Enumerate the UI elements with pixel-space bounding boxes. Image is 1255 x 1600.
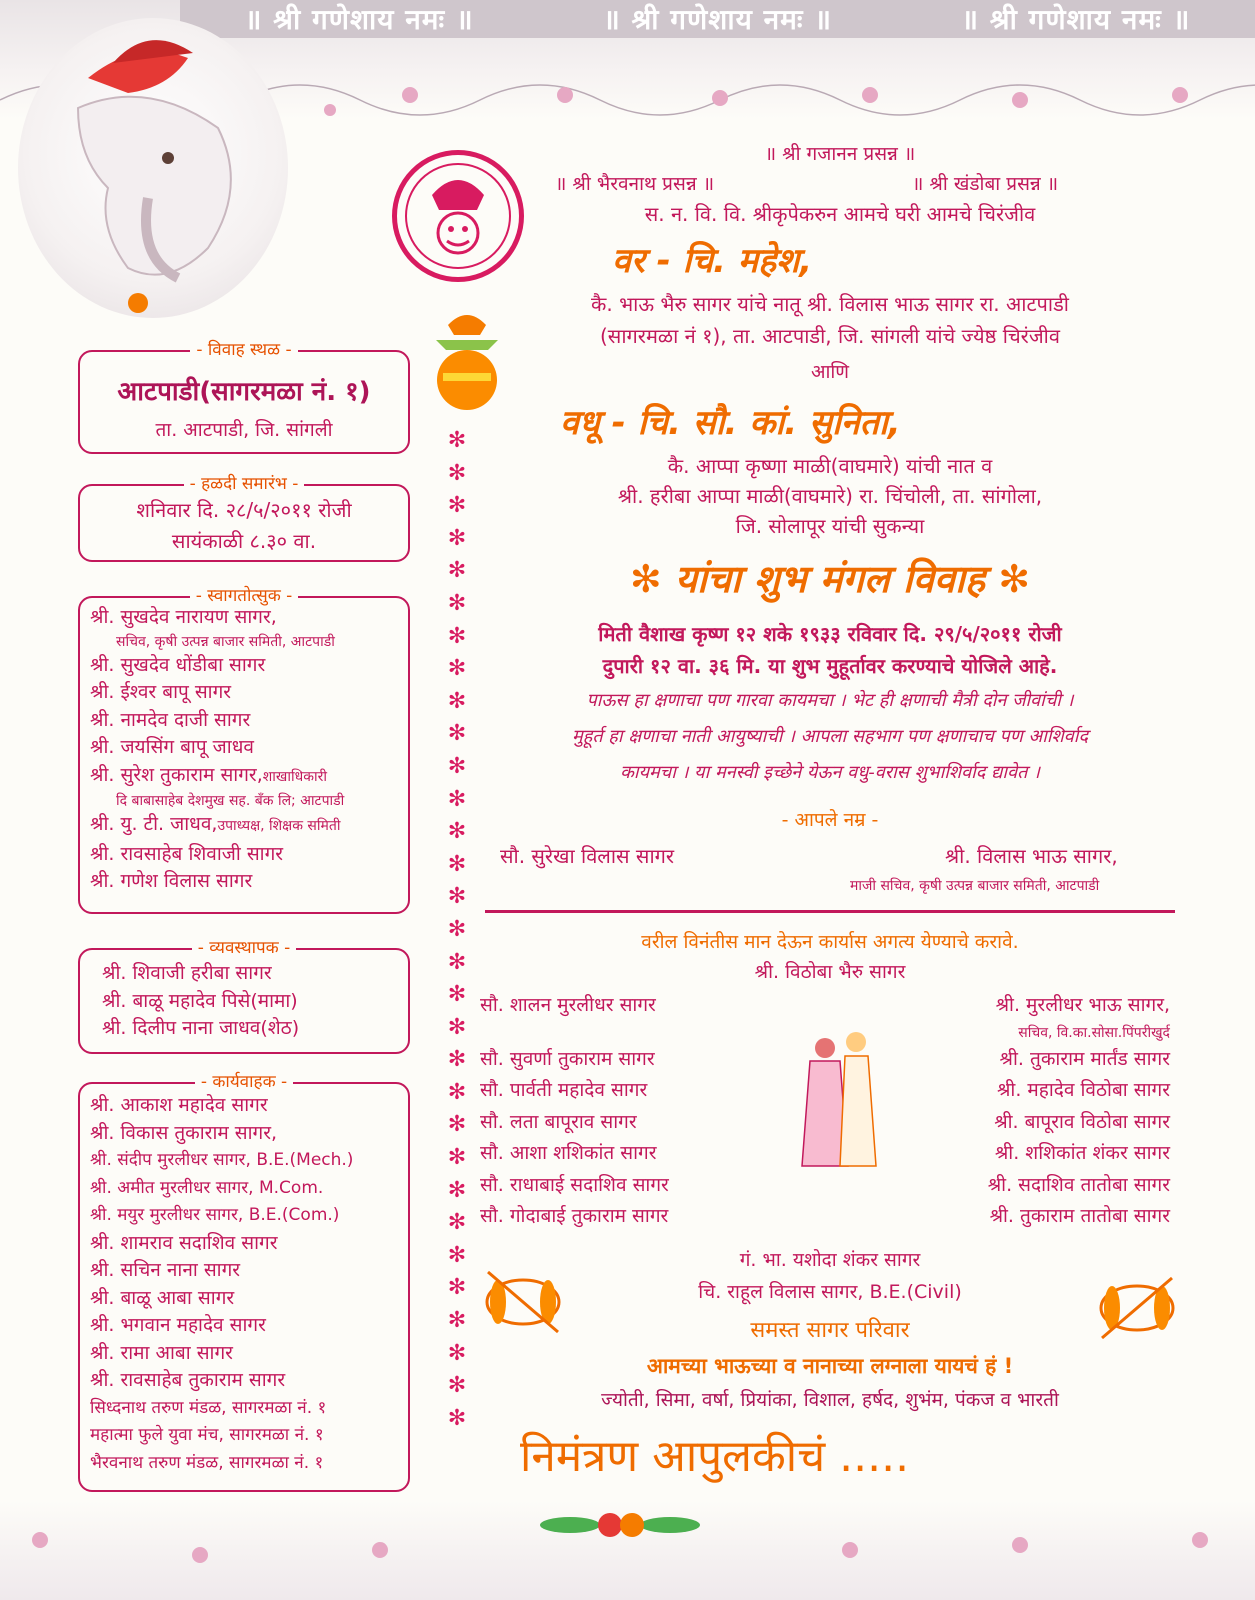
welcome-box [78, 586, 410, 914]
bride-line-3: जि. सोलापूर यांची सुकन्या [735, 514, 925, 538]
list-item: श्री. सुखदेव धोंडीबा सागर [90, 653, 266, 676]
header-text-3: ॥ श्री गणेशाय नमः ॥ [961, 3, 1191, 36]
humble-right-subtitle: माजी सचिव, कृषी उत्पन्न बाजार समिती, आटपाडी [850, 878, 1100, 894]
list-item: सौ. सुवर्णा तुकाराम सागर [480, 1047, 655, 1070]
ganesha-image [18, 18, 288, 318]
list-item: श्री. रावसाहेब तुकाराम सागर [90, 1369, 286, 1391]
list-item: सौ. गोदाबाई तुकाराम सागर [480, 1205, 669, 1227]
list-item: श्री. मुरलीधर भाऊ सागर, [995, 994, 1170, 1016]
list-item: श्री. रामा आबा सागर [90, 1341, 233, 1364]
kuldaivat-stamp-icon [392, 150, 524, 282]
venue-subtitle: ता. आटपाडी, जि. सांगली [155, 419, 333, 441]
list-item: श्री. यु. टी. जाधव,उपाध्यक्ष, शिक्षक समिती [90, 813, 341, 835]
list-item: श्री. सुखदेव नारायण सागर, [90, 606, 277, 628]
list-item: श्री. संदीप मुरलीधर सागर, B.E.(Mech.) [90, 1150, 354, 1170]
dhol-drum-icon [478, 1262, 568, 1342]
poem-line-2: मुहूर्त हा क्षणाचा नाती आयुष्याची । आपला सहभाग पण क्षणाचाच पण आशिर्वाद [572, 726, 1088, 747]
venue-name: आटपाडी(सागरमळा नं. १) [117, 377, 371, 407]
blessing-line-3: स. न. वि. वि. श्रीकृपेकरुन आमचे घरी आमचे चिरंजीव [644, 202, 1036, 226]
list-item: सचिव, कृषी उत्पन्न बाजार समिती, आटपाडी [116, 633, 335, 650]
footer-slogan: निमंत्रण आपुलकीचं ..... [520, 1431, 910, 1482]
managers-title: - व्यवस्थापक - [192, 938, 296, 958]
poem-line-3: कायमचा । या मनस्वी इच्छेने येऊन वधु-वरास शुभाशिर्वाद द्यावेत । [620, 762, 1040, 783]
list-item: महात्मा फुले युवा मंच, सागरमळा नं. १ [90, 1425, 324, 1445]
request-line: वरील विनंतीस मान देऊन कार्यास अगत्य येण्याचे करावे. [641, 931, 1019, 953]
gb-name: गं. भा. यशोदा शंकर सागर [739, 1249, 921, 1271]
list-item: श्री. भगवान महादेव सागर [90, 1314, 266, 1336]
list-item: श्री. अमीत मुरलीधर सागर, M.Com. [90, 1177, 324, 1198]
bride-line-1: कै. आप्पा कृष्णा माळी(वाघमारे) यांची नात व [667, 454, 993, 478]
list-item: दि बाबासाहेब देशमुख सह. बँक लि; आटपाडी [116, 793, 345, 809]
elder-name: श्री. विठोबा भैरु सागर [754, 961, 906, 983]
bride-heading: वधू - चि. सौ. कां. सुनिता, [560, 403, 901, 443]
dhol-drum-icon [1092, 1268, 1182, 1348]
humble-left: सौ. सुरेखा विलास सागर [500, 844, 675, 868]
list-item: श्री. शामराव सदाशिव सागर [90, 1231, 278, 1254]
muhurat-line-1: मिती वैशाख कृष्ण १२ शके १९३३ रविवार दि. २९/५/२०११ रोजी [598, 622, 1062, 646]
couple-icon [790, 1026, 890, 1176]
list-item: श्री. दिलीप नाना जाधव(शेठ) [102, 1017, 300, 1039]
haldi-date: शनिवार दि. २८/५/२०११ रोजी [136, 498, 352, 522]
muhurat-line-2: दुपारी १२ वा. ३६ मि. या शुभ मुहूर्तावर करण्याचे योजिले आहे. [602, 654, 1058, 678]
list-item: श्री. बाळू आबा सागर [90, 1286, 235, 1309]
managers-box [78, 938, 410, 1054]
list-item: सौ. पार्वती महादेव सागर [480, 1079, 648, 1101]
family-name: समस्त सागर परिवार [750, 1318, 910, 1343]
list-item: श्री. मयुर मुरलीधर सागर, B.E.(Com.) [90, 1205, 340, 1225]
list-item: श्री. जयसिंग बापू जाधव [90, 736, 254, 758]
groom-line-1: कै. भाऊ भैरु सागर यांचे नातू श्री. विलास भाऊ सागर रा. आटपाडी [591, 292, 1069, 316]
divider-line [485, 910, 1175, 913]
flower-icon [540, 1513, 700, 1537]
blessing-line-1: ॥ श्री गजानन प्रसन्न ॥ [764, 143, 916, 165]
blessing-line-2-left: ॥ श्री भैरवनाथ प्रसन्न ॥ [555, 173, 715, 195]
rahul-name: चि. राहूल विलास सागर, B.E.(Civil) [698, 1281, 962, 1303]
header-text-1: ॥ श्री गणेशाय नमः ॥ [244, 3, 474, 36]
haldi-box [78, 474, 410, 562]
humble-title: - आपले नम्र - [781, 809, 879, 831]
haldi-time: सायंकाळी ८.३० वा. [171, 529, 317, 553]
list-item: श्री. महादेव विठोबा सागर [996, 1079, 1170, 1101]
family-left-list [480, 990, 669, 1233]
humble-right: श्री. विलास भाऊ सागर, [945, 844, 1118, 868]
list-item: सचिव, वि.का.सोसा.पिंपरीखुर्द [1018, 1024, 1170, 1041]
list-item: श्री. विकास तुकाराम सागर, [90, 1121, 278, 1144]
venue-box [78, 340, 410, 454]
family-right-list [900, 990, 1170, 1233]
list-item: श्री. बापूराव विठोबा सागर [994, 1110, 1170, 1133]
list-item: श्री. आकाश महादेव सागर [90, 1094, 268, 1116]
list-item: सौ. लता बापूराव सागर [480, 1110, 637, 1133]
list-item: श्री. तुकाराम मार्तंड सागर [999, 1047, 1170, 1070]
list-item: श्री. शिवाजी हरीबा सागर [102, 962, 272, 984]
list-item: सौ. आशा शशिकांत सागर [480, 1142, 657, 1164]
list-item: श्री. नामदेव दाजी सागर [90, 708, 251, 731]
list-item: श्री. सुरेश तुकाराम सागर,शाखाधिकारी [90, 763, 327, 786]
wedding-title: ✻ यांचा शुभ मंगल विवाह ✻ [629, 557, 1031, 601]
header-strip [180, 0, 1255, 38]
list-item: सौ. राधाबाई सदाशिव सागर [480, 1173, 669, 1196]
bottom-flowers [0, 1500, 1255, 1600]
list-item: श्री. रावसाहेब शिवाजी सागर [90, 842, 284, 865]
kids-invite: आमच्या भाऊच्या व नानाच्या लग्नाला यायचं हं ! [646, 1354, 1014, 1378]
list-item: श्री. शशिकांत शंकर सागर [994, 1142, 1170, 1164]
groom-heading: वर - चि. महेश, [612, 241, 813, 281]
groom-line-2: (सागरमळा नं १), ता. आटपाडी, जि. सांगली यांचे ज्येष्ठ चिरंजीव [600, 324, 1060, 348]
star-divider: ✻ ✻ ✻ ✻ ✻ ✻ ✻ ✻ ✻ ✻ ✻ ✻ ✻ ✻ ✻ ✻ ✻ ✻ ✻ ✻ ✻ ✻ ✻ ✻ ✻ ✻ ✻ ✻ ✻ ✻ ✻ [447, 428, 467, 1431]
blessing-line-2-right: ॥ श्री खंडोबा प्रसन्न ॥ [912, 173, 1059, 195]
list-item: श्री. सचिन नाना सागर [90, 1259, 241, 1281]
venue-title: - विवाह स्थळ - [190, 340, 297, 360]
welcome-title: - स्वागतोत्सुक - [190, 586, 299, 606]
list-item: श्री. तुकाराम तातोबा सागर [989, 1205, 1170, 1227]
header-text-2: ॥ श्री गणेशाय नमः ॥ [602, 3, 833, 36]
kids-names: ज्योती, सिमा, वर्षा, प्रियांका, विशाल, हर्षद, शुभंम, पंकज व भारती [601, 1389, 1059, 1411]
bride-line-2: श्री. हरीबा आप्पा माळी(वाघमारे) रा. चिंचोली, ता. सांगोला, [617, 484, 1043, 508]
haldi-title: - हळदी समारंभ - [184, 474, 305, 494]
list-item: श्री. सदाशिव तातोबा सागर [987, 1173, 1170, 1196]
list-item: श्री. बाळू महादेव पिसे(मामा) [102, 989, 298, 1012]
and-word: आणि [810, 361, 850, 383]
list-item: भैरवनाथ तरुण मंडळ, सागरमळा नं. १ [90, 1452, 324, 1473]
workers-title: - कार्यवाहक - [195, 1072, 293, 1092]
poem-line-1: पाऊस हा क्षणाचा पण गारवा कायमचा । भेट ही क्षणाची मैत्री दोन जीवांची । [586, 690, 1074, 711]
workers-box [78, 1072, 410, 1492]
list-item: सौ. शालन मुरलीधर सागर [480, 994, 656, 1016]
list-item: श्री. ईश्वर बापू सागर [90, 681, 232, 703]
list-item: सिध्दनाथ तरुण मंडळ, सागरमळा नं. १ [90, 1397, 327, 1418]
list-item: श्री. गणेश विलास सागर [90, 870, 253, 892]
list-item [480, 1022, 669, 1044]
